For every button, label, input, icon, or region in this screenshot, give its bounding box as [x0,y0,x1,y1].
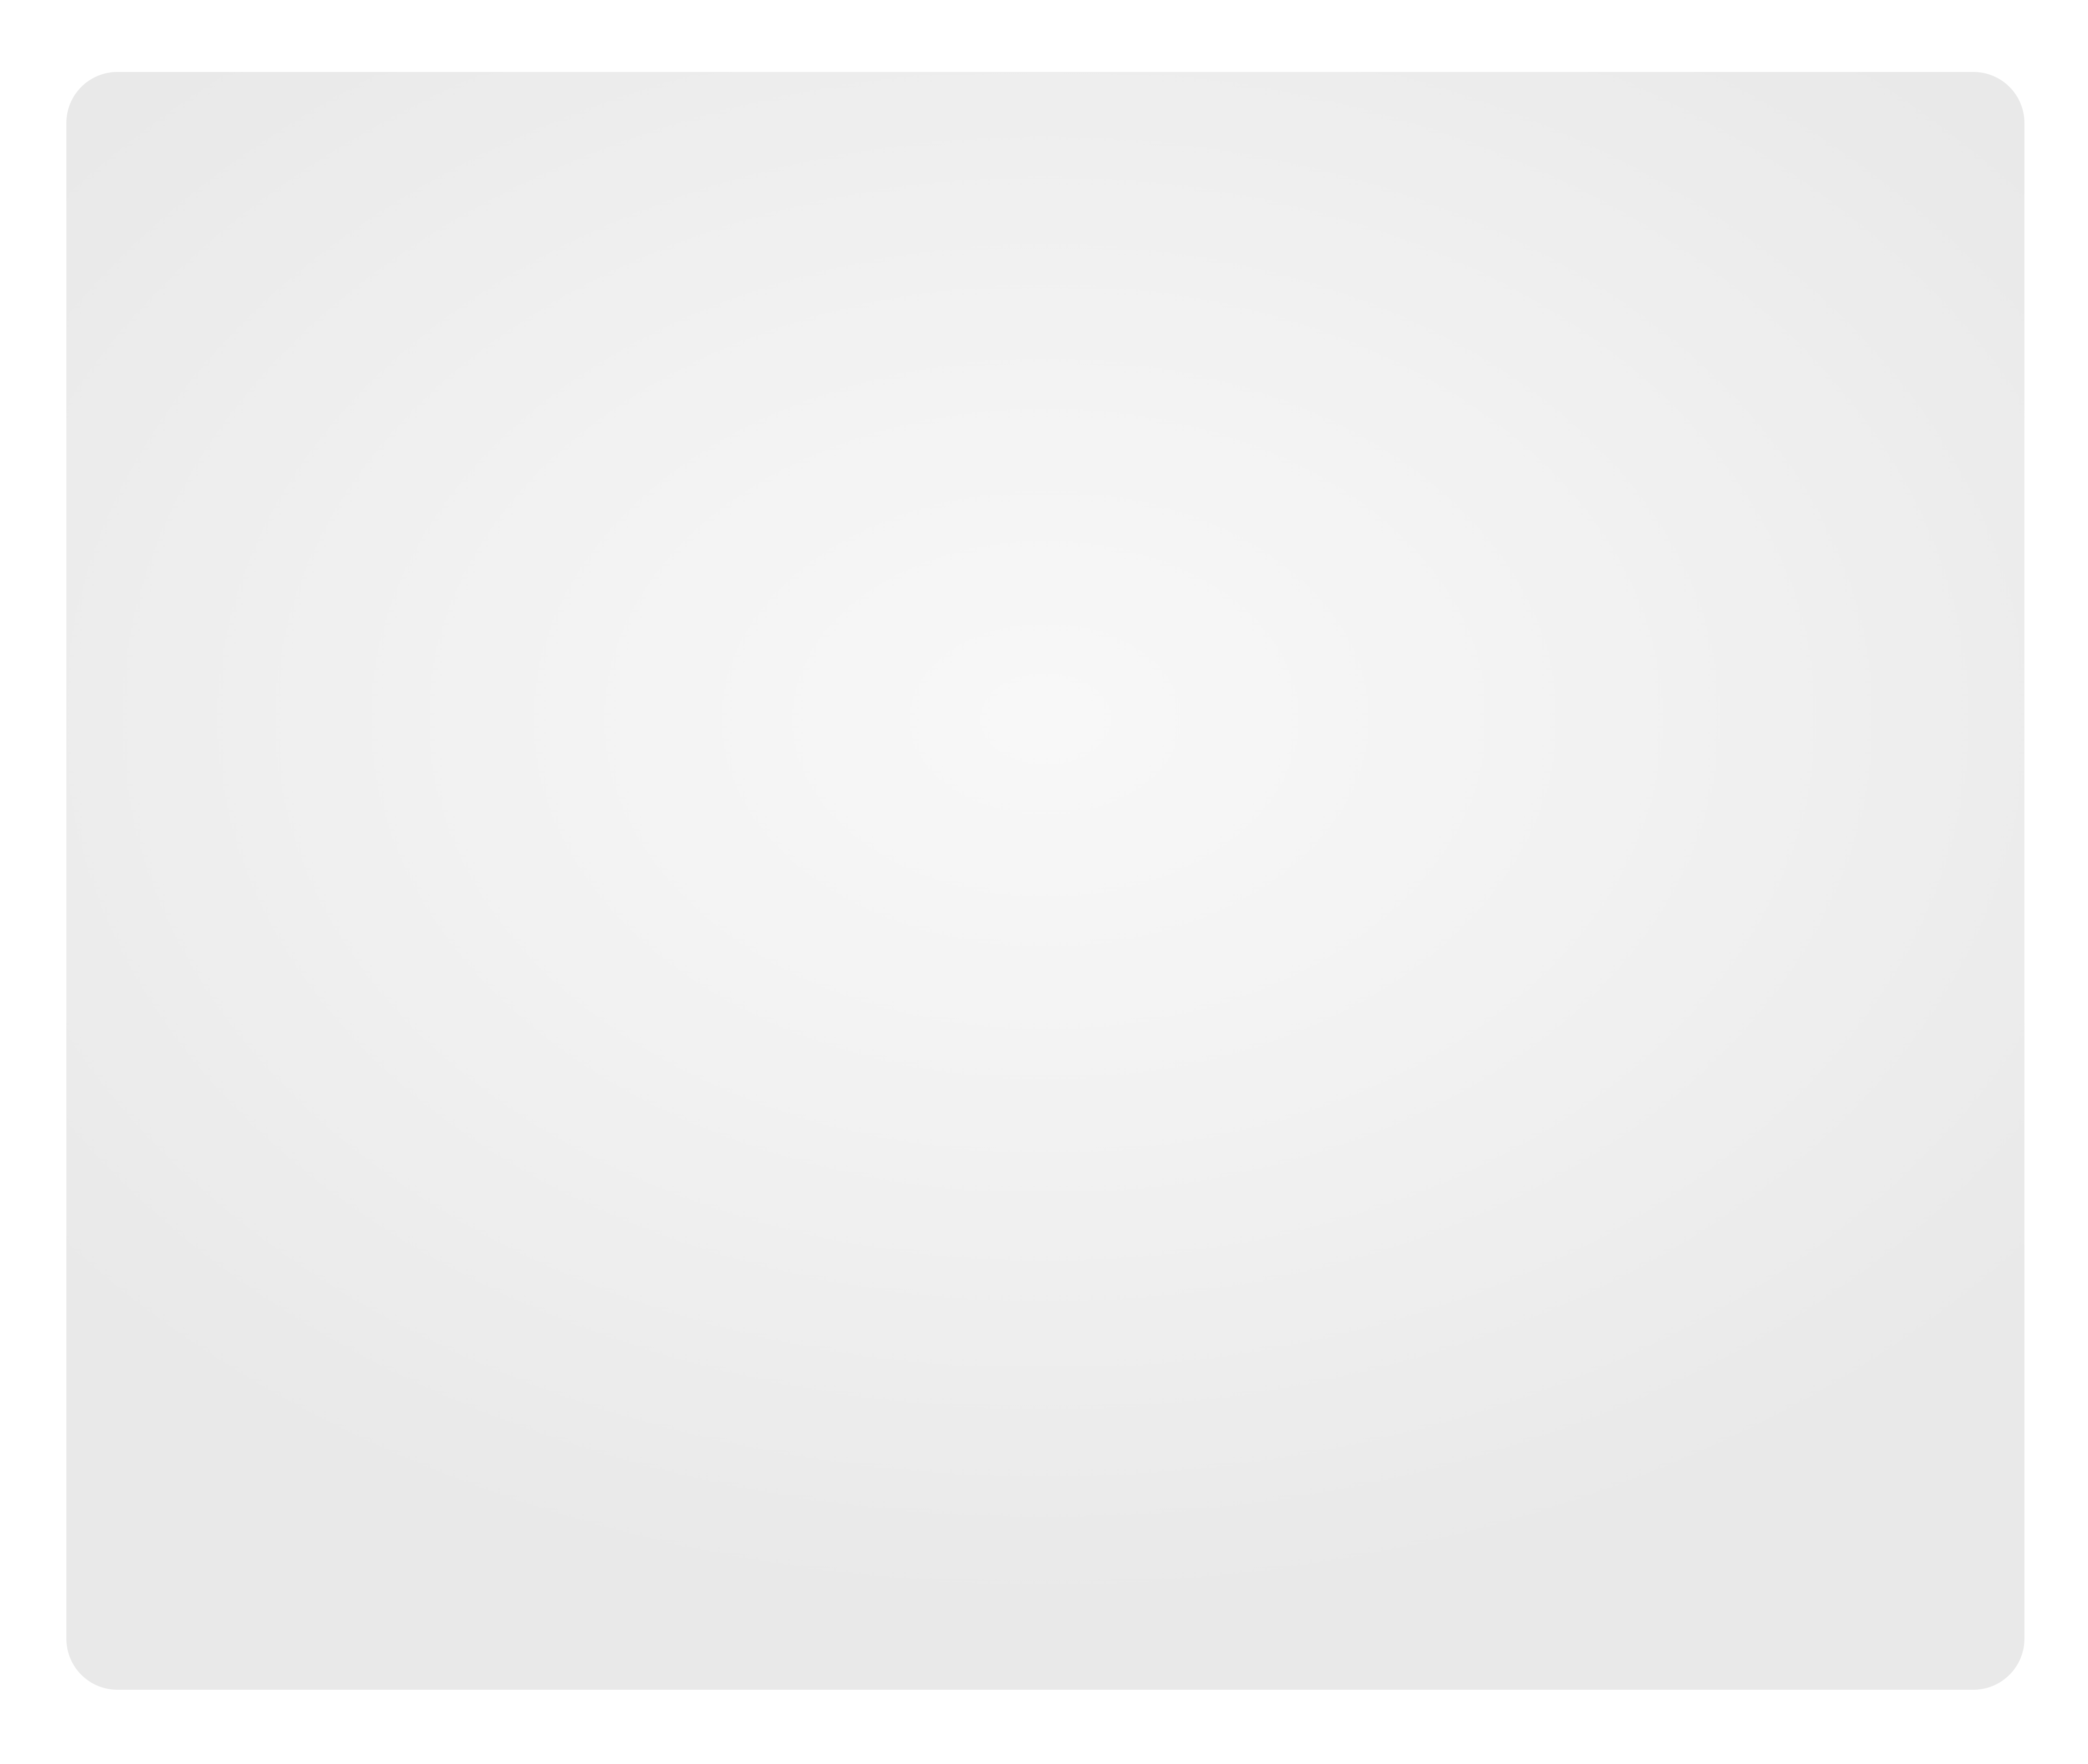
heatmap-card [66,72,2024,1690]
heatmap-table [165,211,1921,1563]
